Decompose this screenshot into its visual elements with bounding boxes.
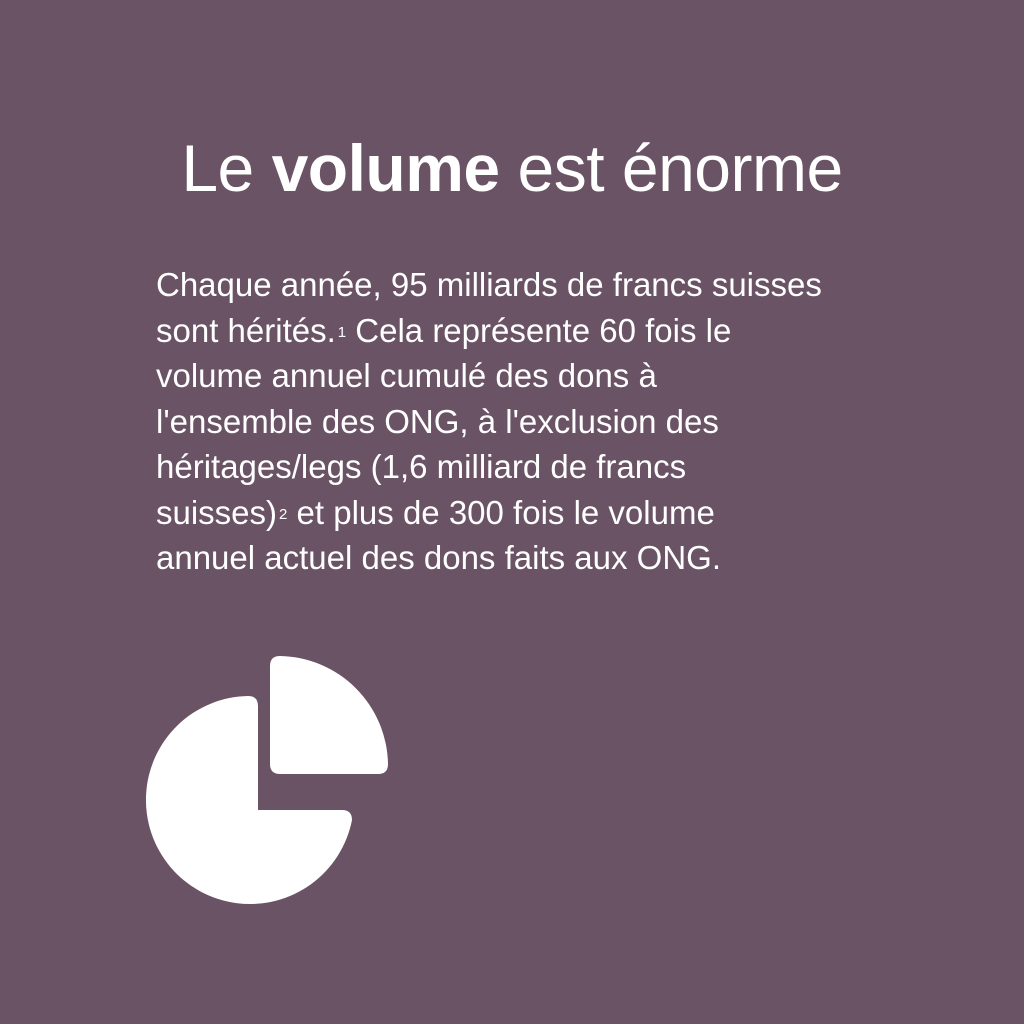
body-line: Chaque année, 95 milliards de francs suisses <box>156 266 822 303</box>
pie-chart-icon <box>130 648 400 918</box>
body-line <box>156 308 916 354</box>
body-line: annuel actuel des dons faits aux ONG. <box>156 539 721 576</box>
body-text-segment: et plus de 300 fois le volume <box>287 493 715 531</box>
title-part-1: Le <box>181 131 272 205</box>
title-emphasis: volume <box>271 131 500 205</box>
body-text-segment: suisses) <box>156 493 278 531</box>
body-line: volume annuel cumulé des dons à <box>156 357 657 394</box>
body-paragraph <box>156 262 916 581</box>
title-part-2: est énorme <box>499 131 843 205</box>
footnote-marker-2: 2 <box>279 505 288 523</box>
body-text-segment: Cela représente 60 fois le <box>346 311 732 349</box>
pie-small-slice <box>270 656 388 774</box>
footnote-marker-1: 1 <box>337 323 347 341</box>
body-line: héritages/legs (1,6 milliard de francs <box>156 448 687 485</box>
body-line: l'ensemble des ONG, à l'exclusion des <box>156 402 719 440</box>
page-title <box>0 128 1024 208</box>
body-line <box>156 490 916 536</box>
body-text-segment: sont hérités. <box>156 311 336 349</box>
